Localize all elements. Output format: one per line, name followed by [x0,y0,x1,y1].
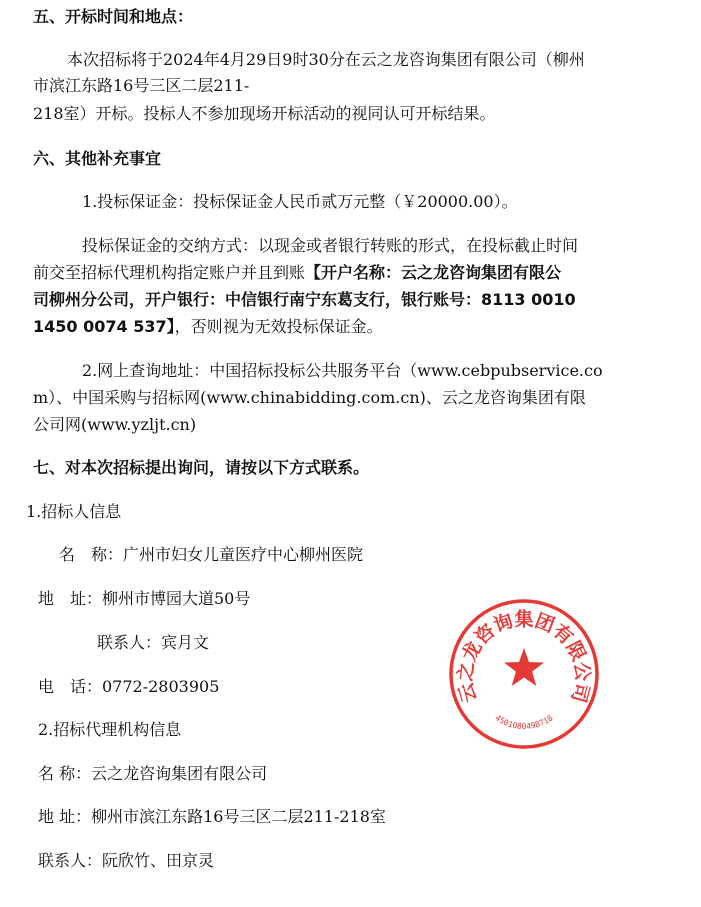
agent-contact: 联系人：阮欣竹、田京灵 [38,851,215,870]
seal-star-icon [504,648,544,686]
deposit-method-line-2 [33,262,561,284]
invalid-deposit-text: ，否则视为无效投标保证金。 [174,317,383,336]
query-address-line-2: m）、中国采购与招标网(www.chinabidding.com.cn)、云之龙咨询集团有限 [33,388,586,407]
bank-account-bold-2: 司柳州分公司，开户银行：中信银行南宁东葛支行，银行账号：8113 0010 [33,290,576,309]
tenderer-title: 1.招标人信息 [26,502,122,521]
deposit-method-line-4 [33,316,383,338]
tenderer-contact: 联系人：宾月文 [97,633,210,652]
company-seal-stamp [447,597,601,751]
deposit-method-text: 前交至招标代理机构指定账户并且到账 [33,263,306,282]
section7-heading: 七、对本次招标提出询问，请按以下方式联系。 [33,458,370,477]
bank-account-bold-1: 【开户名称：云之龙咨询集团有限公 [305,263,562,282]
agent-address: 地 址：柳州市滨江东路16号三区二层211-218室 [38,807,386,826]
section5-heading: 五、开标时间和地点： [33,7,194,26]
deposit-item: 1.投标保证金：投标保证金人民币贰万元整（￥20000.00）。 [82,192,518,211]
agent-title: 2.招标代理机构信息 [38,720,182,739]
query-address-line-1: 2.网上查询地址：中国招标投标公共服务平台（www.cebpubservice.co [82,361,603,380]
section6-heading: 六、其他补充事宜 [33,149,162,168]
agent-name: 名 称：云之龙咨询集团有限公司 [38,764,268,783]
bank-account-bold-3: 1450 0074 537】 [33,317,175,336]
tenderer-address: 地 址：柳州市博园大道50号 [38,589,251,608]
tenderer-name: 名 称：广州市妇女儿童医疗中心柳州医院 [59,545,364,564]
sec5-line-3: 218室）开标。投标人不参加现场开标活动的视同认可开标结果。 [33,104,496,123]
sec5-line-2: 市滨江东路16号三区二层211- [33,76,250,95]
seal-number [493,713,554,731]
sec5-line-1: 本次招标将于2024年4月29日9时30分在云之龙咨询集团有限公司（柳州 [67,50,585,69]
tenderer-phone: 电 话：0772-2803905 [38,677,220,696]
query-address-line-3: 公司网(www.yzljt.cn) [33,415,197,434]
seal-text-path: 云之龙咨询集团有限公司 [454,608,594,705]
deposit-method-line-1: 投标保证金的交纳方式：以现金或者银行转账的形式，在投标截止时间 [82,236,579,255]
seal-number-path: 4501080498718 [493,713,555,732]
